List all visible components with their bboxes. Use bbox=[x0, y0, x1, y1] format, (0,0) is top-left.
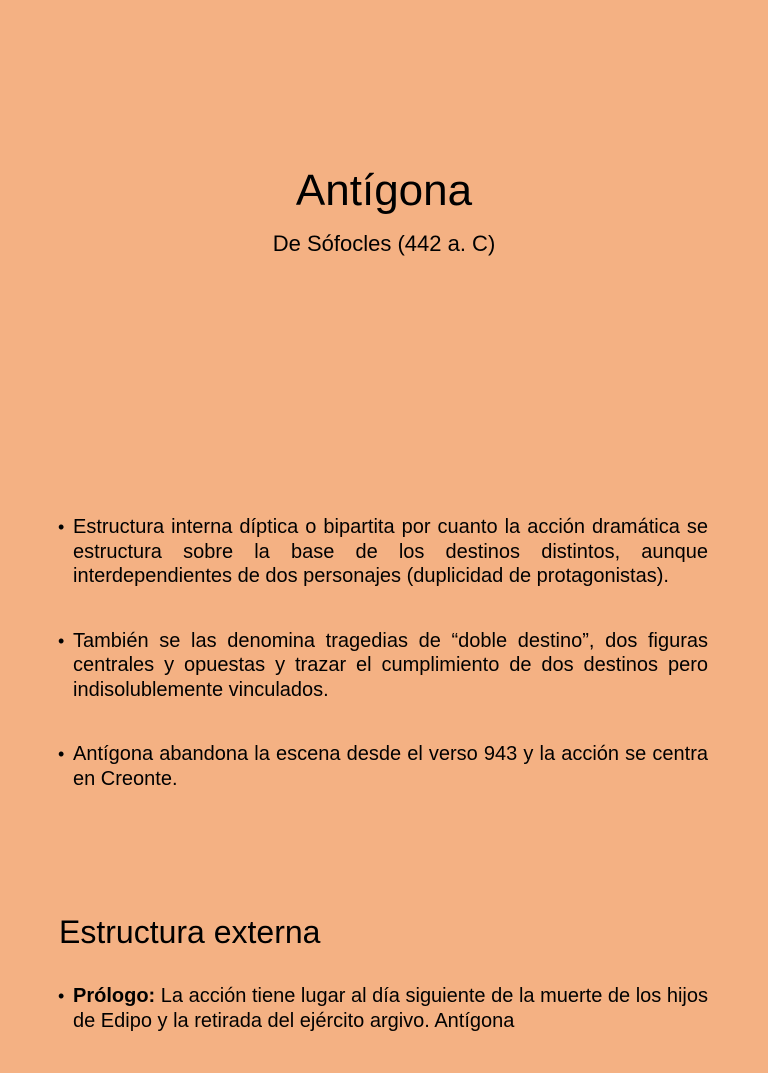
bullets-slide bbox=[0, 515, 768, 835]
bullet-text: Antígona abandona la escena desde el verso 943 y la acción se centra en Creonte. bbox=[73, 743, 708, 790]
bullet-icon: • bbox=[58, 517, 65, 537]
structure-term: Prólogo: bbox=[73, 985, 156, 1007]
bullet-text: Estructura interna díptica o bipartita por cuanto la acción dramática se estructura sobre la base de los destinos distintos, aunque interdependientes de dos personajes (duplicidad de protagonistas). bbox=[73, 516, 708, 587]
structure-list bbox=[0, 984, 768, 1073]
bullet-icon: • bbox=[58, 630, 65, 651]
section-title: Estructura externa bbox=[59, 914, 321, 950]
title-slide bbox=[0, 0, 768, 470]
slide-title: Antígona bbox=[295, 166, 473, 215]
slide-subtitle: De Sófocles (442 a. C) bbox=[272, 231, 496, 256]
structure-item bbox=[0, 984, 768, 1033]
bullet-text: También se las denomina tragedias de “doble destino”, dos figuras centrales y opuestas y trazar el cumplimiento de dos destinos pero indisolublemente vinculados. bbox=[73, 629, 708, 701]
structure-text: La acción tiene lugar al día siguiente de la muerte de los hijos de Edipo y la retirada del ejército argivo. Antígona bbox=[73, 985, 708, 1032]
bullet-icon: • bbox=[58, 744, 65, 764]
bullet-item bbox=[0, 515, 768, 589]
bullet-list bbox=[0, 515, 768, 791]
bullet-item bbox=[0, 629, 768, 703]
structure-slide bbox=[0, 905, 768, 1032]
bullet-item bbox=[0, 742, 768, 791]
bullet-icon: • bbox=[58, 986, 65, 1006]
